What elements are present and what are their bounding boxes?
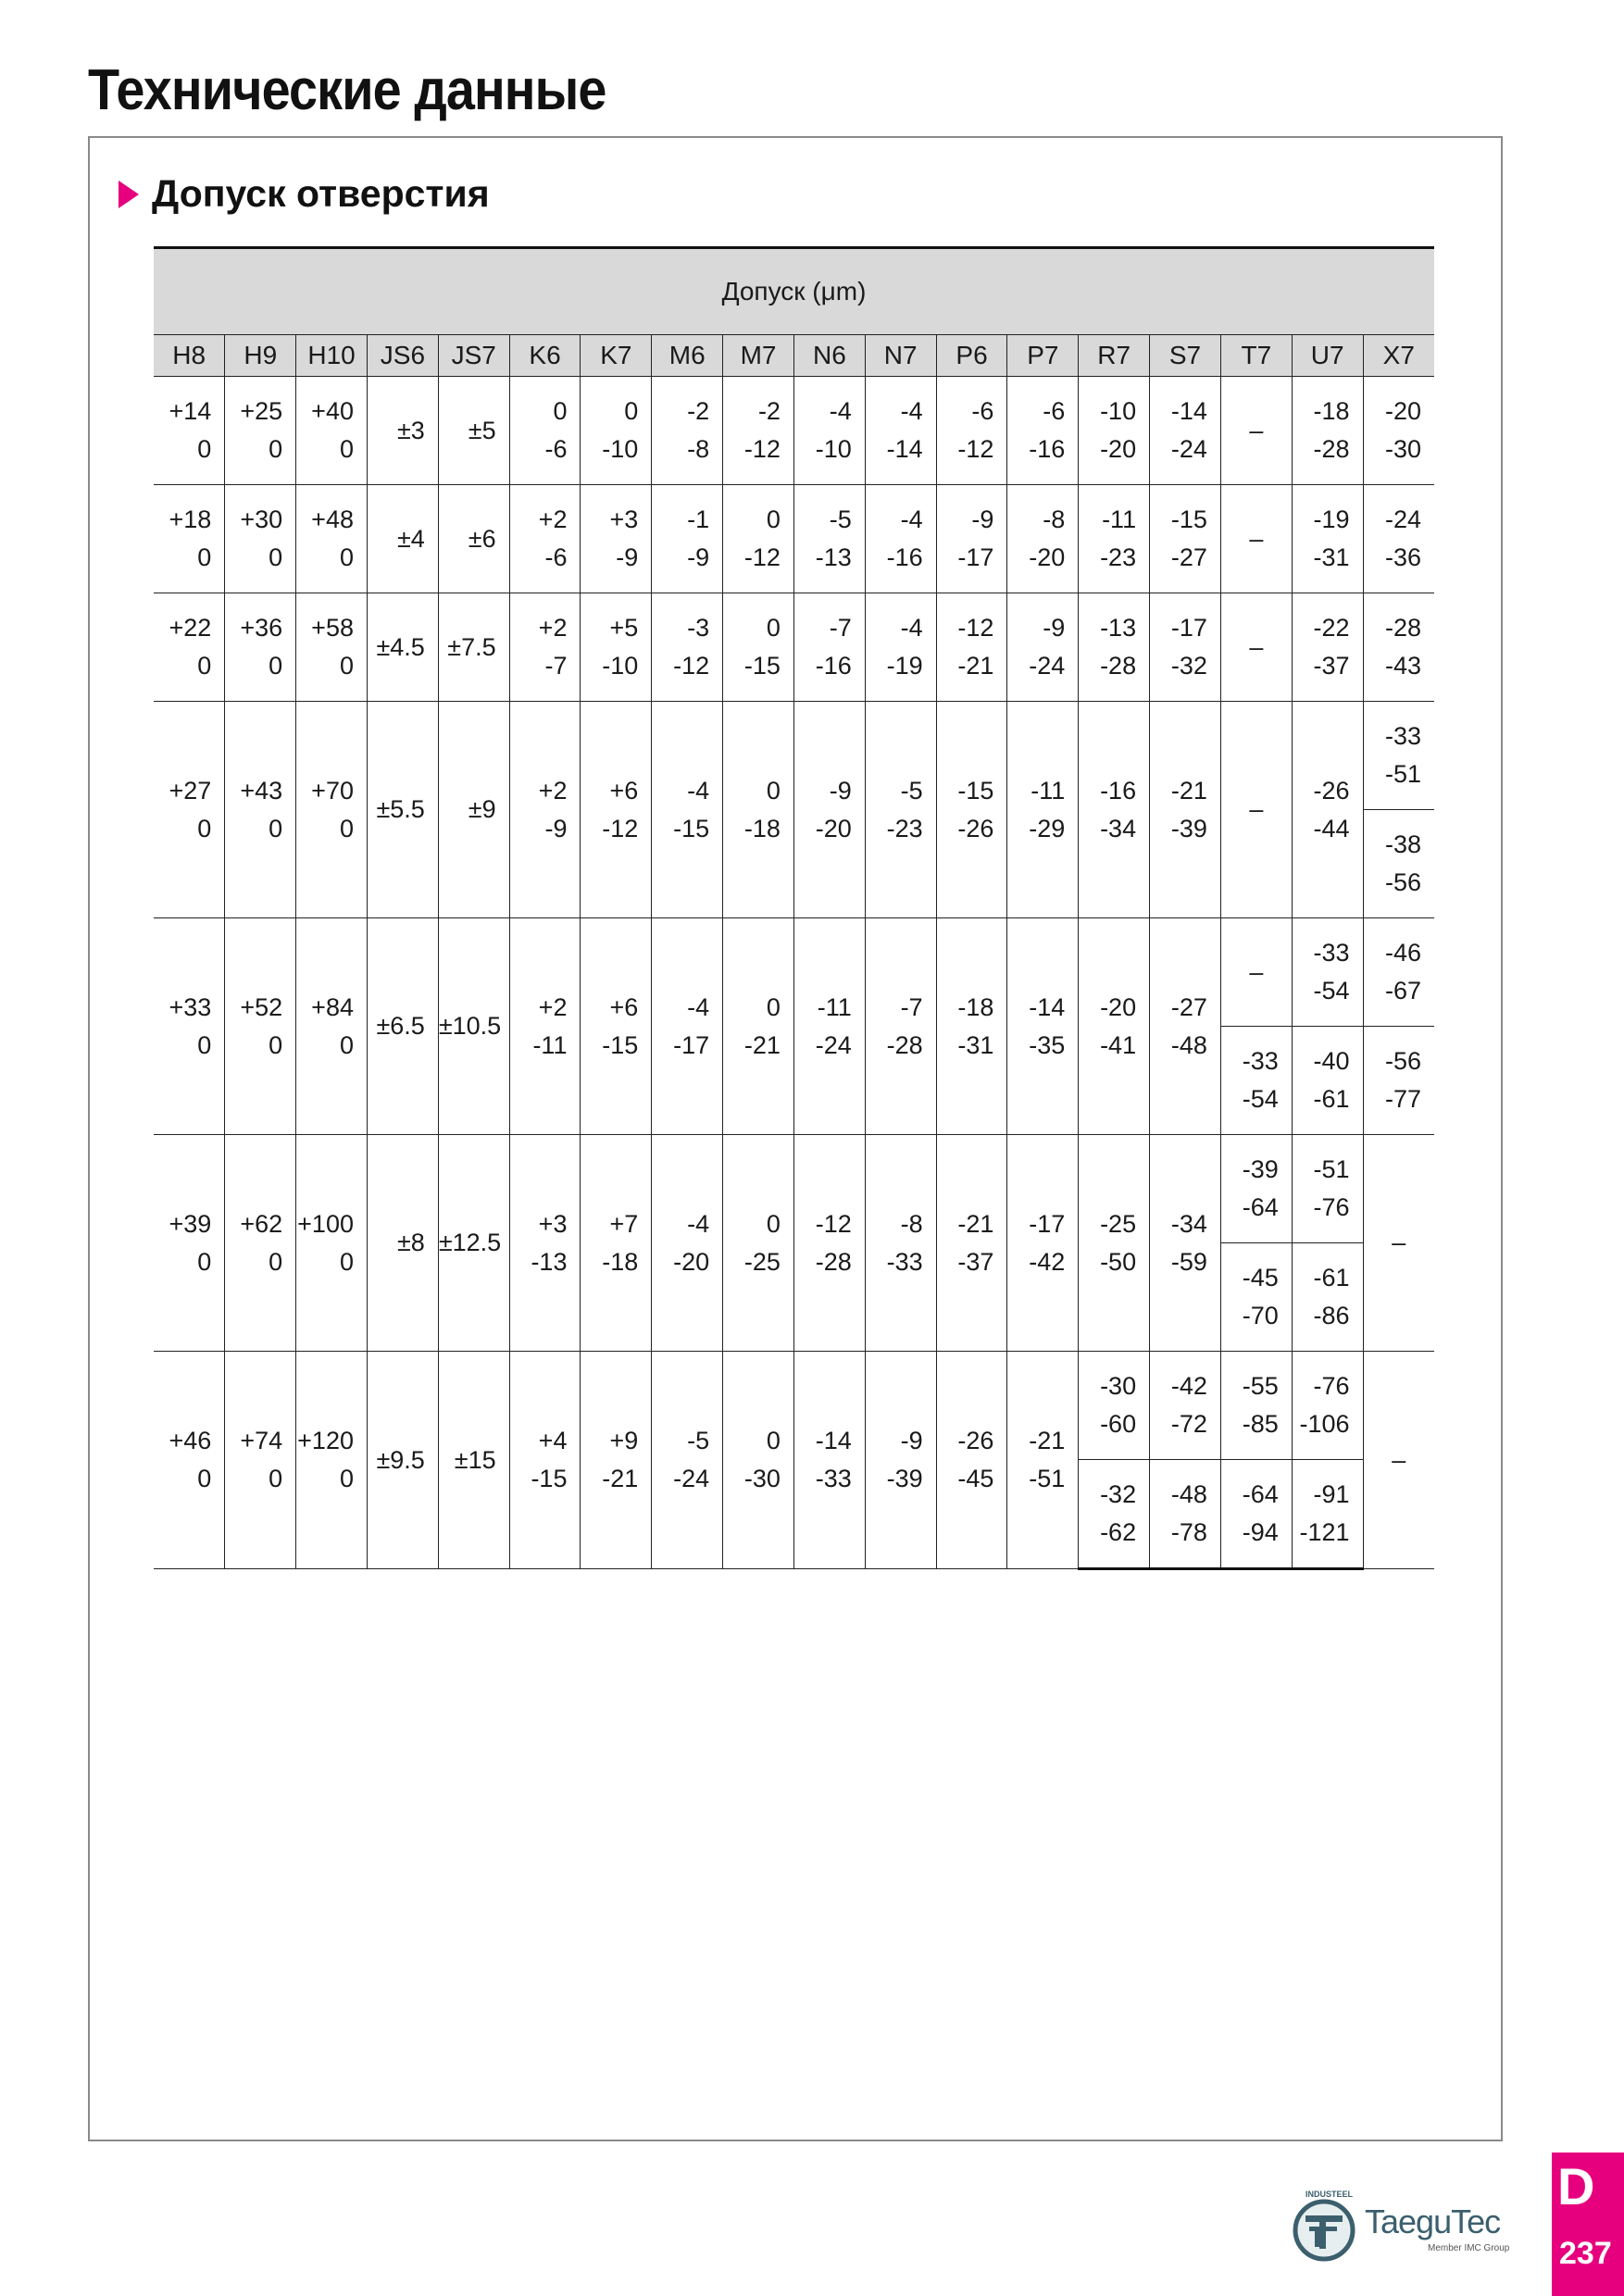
table-cell: +2 -9 xyxy=(509,702,581,918)
column-header-js6: JS6 xyxy=(367,335,438,377)
table-cell: -5 -24 xyxy=(652,1352,723,1569)
table-cell: +6 -12 xyxy=(581,702,652,918)
logo-wordmark: TaeguTec xyxy=(1365,2202,1501,2240)
taegutec-logo xyxy=(1289,2190,1520,2264)
table-cell: -18 -31 xyxy=(936,918,1007,1135)
table-cell: ±6.5 xyxy=(367,918,438,1135)
table-cell: +27 0 xyxy=(154,702,225,918)
table-cell: -21 -39 xyxy=(1150,702,1221,918)
table-cell: +2 -11 xyxy=(509,918,581,1135)
table-cell: +46 0 xyxy=(154,1352,225,1569)
table-cell: – xyxy=(1220,918,1292,1027)
table-row xyxy=(154,918,1434,1027)
table-row xyxy=(154,1352,1434,1460)
table-cell: -38 -56 xyxy=(1363,810,1434,918)
table-cell: -15 -27 xyxy=(1150,485,1221,593)
table-cell: -26 -44 xyxy=(1292,702,1363,918)
table-cell: -14 -35 xyxy=(1007,918,1079,1135)
table-cell: -22 -37 xyxy=(1292,593,1363,702)
logo-top-mark: INDUSTEEL xyxy=(1305,2190,1354,2199)
table-cell: -20 -30 xyxy=(1363,377,1434,485)
table-cell: -8 -20 xyxy=(1007,485,1079,593)
table-cell: -21 -51 xyxy=(1007,1352,1079,1569)
table-cell: +40 0 xyxy=(296,377,368,485)
table-cell: -9 -24 xyxy=(1007,593,1079,702)
table-cell: 0 -15 xyxy=(723,593,794,702)
table-cell: +9 -21 xyxy=(581,1352,652,1569)
table-cell: -48 -78 xyxy=(1150,1460,1221,1569)
table-cell: -6 -12 xyxy=(936,377,1007,485)
table-cell: +36 0 xyxy=(225,593,296,702)
column-header-m7: M7 xyxy=(723,335,794,377)
column-header-s7: S7 xyxy=(1150,335,1221,377)
column-header-h10: H10 xyxy=(296,335,368,377)
table-cell: -32 -62 xyxy=(1079,1460,1150,1569)
table-cell: -33 -54 xyxy=(1292,918,1363,1027)
table-cell: -5 -13 xyxy=(793,485,865,593)
table-cell: -4 -14 xyxy=(865,377,936,485)
table-cell: +62 0 xyxy=(225,1135,296,1352)
table-cell: -64 -94 xyxy=(1220,1460,1292,1569)
triangle-bullet-icon xyxy=(119,181,139,208)
table-cell: +6 -15 xyxy=(581,918,652,1135)
table-cell: 0 -21 xyxy=(723,918,794,1135)
table-cell: -33 -51 xyxy=(1363,702,1434,810)
table-cell: ±6 xyxy=(438,485,509,593)
column-header-t7: T7 xyxy=(1220,335,1292,377)
section-heading xyxy=(119,172,490,216)
page-title: Технические данные xyxy=(88,58,606,122)
table-cell: -61 -86 xyxy=(1292,1243,1363,1352)
table-cell: -27 -48 xyxy=(1150,918,1221,1135)
table-cell: -30 -60 xyxy=(1079,1352,1150,1460)
table-cell: +7 -18 xyxy=(581,1135,652,1352)
table-cell: -4 -20 xyxy=(652,1135,723,1352)
table-cell: -4 -15 xyxy=(652,702,723,918)
table-cell: -11 -29 xyxy=(1007,702,1079,918)
table-cell: +52 0 xyxy=(225,918,296,1135)
table-cell: +120 0 xyxy=(296,1352,368,1569)
page-number: 237 xyxy=(1559,2236,1612,2271)
table-cell: ±9.5 xyxy=(367,1352,438,1569)
table-cell: – xyxy=(1220,377,1292,485)
table-cell: 0 -25 xyxy=(723,1135,794,1352)
table-cell: -20 -41 xyxy=(1079,918,1150,1135)
table-cell: -7 -28 xyxy=(865,918,936,1135)
table-cell: +70 0 xyxy=(296,702,368,918)
table-cell: -45 -70 xyxy=(1220,1243,1292,1352)
table-cell: +43 0 xyxy=(225,702,296,918)
table-cell: – xyxy=(1363,1352,1434,1569)
table-cell: -39 -64 xyxy=(1220,1135,1292,1243)
table-cell: -34 -59 xyxy=(1150,1135,1221,1352)
taegutec-emblem-icon xyxy=(1289,2190,1363,2264)
table-cell: -42 -72 xyxy=(1150,1352,1221,1460)
table-cell: +2 -6 xyxy=(509,485,581,593)
table-cell: +84 0 xyxy=(296,918,368,1135)
table-cell: -46 -67 xyxy=(1363,918,1434,1027)
table-cell: -9 -17 xyxy=(936,485,1007,593)
table-row xyxy=(154,593,1434,702)
column-header-x7: X7 xyxy=(1363,335,1434,377)
table-cell: +25 0 xyxy=(225,377,296,485)
table-cell: -2 -12 xyxy=(723,377,794,485)
table-cell: 0 -12 xyxy=(723,485,794,593)
table-cell: -26 -45 xyxy=(936,1352,1007,1569)
table-cell: ±15 xyxy=(438,1352,509,1569)
section-heading-text: Допуск отверстия xyxy=(152,172,490,215)
table-cell: – xyxy=(1363,1135,1434,1352)
table-cell: -5 -23 xyxy=(865,702,936,918)
table-cell: -16 -34 xyxy=(1079,702,1150,918)
column-header-p7: P7 xyxy=(1007,335,1079,377)
table-cell: -21 -37 xyxy=(936,1135,1007,1352)
column-header-js7: JS7 xyxy=(438,335,509,377)
table-cell: -11 -23 xyxy=(1079,485,1150,593)
table-cell: +2 -7 xyxy=(509,593,581,702)
table-cell: ±7.5 xyxy=(438,593,509,702)
table-cell: -9 -20 xyxy=(793,702,865,918)
table-cell: -9 -39 xyxy=(865,1352,936,1569)
table-cell: -76 -106 xyxy=(1292,1352,1363,1460)
table-banner: Допуск (μm) xyxy=(154,248,1434,335)
table-cell: +48 0 xyxy=(296,485,368,593)
table-cell: -25 -50 xyxy=(1079,1135,1150,1352)
table-cell: 0 -10 xyxy=(581,377,652,485)
table-cell: – xyxy=(1220,485,1292,593)
table-cell: -19 -31 xyxy=(1292,485,1363,593)
table-cell: ±5 xyxy=(438,377,509,485)
section-letter: D xyxy=(1557,2157,1595,2215)
table-cell: ±5.5 xyxy=(367,702,438,918)
table-cell: -12 -28 xyxy=(793,1135,865,1352)
table-cell: -4 -16 xyxy=(865,485,936,593)
table-body xyxy=(154,377,1434,1569)
table-cell: -4 -10 xyxy=(793,377,865,485)
table-cell: ±12.5 xyxy=(438,1135,509,1352)
column-header-n7: N7 xyxy=(865,335,936,377)
page-badge xyxy=(1552,2152,1624,2296)
logo-tagline: Member IMC Group xyxy=(1428,2243,1510,2253)
table-cell: +58 0 xyxy=(296,593,368,702)
column-header-p6: P6 xyxy=(936,335,1007,377)
table-cell: – xyxy=(1220,702,1292,918)
table-cell: 0 -6 xyxy=(509,377,581,485)
table-cell: ±4 xyxy=(367,485,438,593)
table-cell: -14 -33 xyxy=(793,1352,865,1569)
table-cell: 0 -30 xyxy=(723,1352,794,1569)
table-cell: -2 -8 xyxy=(652,377,723,485)
table-cell: ±10.5 xyxy=(438,918,509,1135)
table-cell: +3 -13 xyxy=(509,1135,581,1352)
table-cell: ±3 xyxy=(367,377,438,485)
table-cell: +100 0 xyxy=(296,1135,368,1352)
table-cell: -56 -77 xyxy=(1363,1027,1434,1135)
table-cell: – xyxy=(1220,593,1292,702)
table-cell: ±9 xyxy=(438,702,509,918)
table-cell: ±4.5 xyxy=(367,593,438,702)
table-cell: +30 0 xyxy=(225,485,296,593)
table-row xyxy=(154,702,1434,810)
table-cell: -12 -21 xyxy=(936,593,1007,702)
table-cell: +4 -15 xyxy=(509,1352,581,1569)
table-cell: +18 0 xyxy=(154,485,225,593)
column-header-r7: R7 xyxy=(1079,335,1150,377)
column-header-n6: N6 xyxy=(793,335,865,377)
table-cell: -4 -17 xyxy=(652,918,723,1135)
table-cell: -40 -61 xyxy=(1292,1027,1363,1135)
table-cell: -28 -43 xyxy=(1363,593,1434,702)
table-cell: -51 -76 xyxy=(1292,1135,1363,1243)
table-cell: -17 -32 xyxy=(1150,593,1221,702)
table-cell: +5 -10 xyxy=(581,593,652,702)
column-header-m6: M6 xyxy=(652,335,723,377)
table-cell: +39 0 xyxy=(154,1135,225,1352)
table-cell: -8 -33 xyxy=(865,1135,936,1352)
table-cell: -4 -19 xyxy=(865,593,936,702)
table-cell: -55 -85 xyxy=(1220,1352,1292,1460)
table-cell: +33 0 xyxy=(154,918,225,1135)
table-cell: -91 -121 xyxy=(1292,1460,1363,1569)
table-cell: +14 0 xyxy=(154,377,225,485)
table-cell: -18 -28 xyxy=(1292,377,1363,485)
table-cell: -10 -20 xyxy=(1079,377,1150,485)
table-cell: ±8 xyxy=(367,1135,438,1352)
table-cell: -33 -54 xyxy=(1220,1027,1292,1135)
column-header-h9: H9 xyxy=(225,335,296,377)
table-cell: +74 0 xyxy=(225,1352,296,1569)
table-cell: 0 -18 xyxy=(723,702,794,918)
column-header-k6: K6 xyxy=(509,335,581,377)
table-cell: -17 -42 xyxy=(1007,1135,1079,1352)
table-cell: -13 -28 xyxy=(1079,593,1150,702)
table-cell: -24 -36 xyxy=(1363,485,1434,593)
column-header-row xyxy=(154,335,1434,377)
column-header-h8: H8 xyxy=(154,335,225,377)
table-cell: -6 -16 xyxy=(1007,377,1079,485)
table-cell: +3 -9 xyxy=(581,485,652,593)
table-cell: -7 -16 xyxy=(793,593,865,702)
table-row xyxy=(154,377,1434,485)
table-cell: +22 0 xyxy=(154,593,225,702)
column-header-k7: K7 xyxy=(581,335,652,377)
table-cell: -1 -9 xyxy=(652,485,723,593)
table-row xyxy=(154,485,1434,593)
table-row xyxy=(154,1135,1434,1243)
table-cell: -14 -24 xyxy=(1150,377,1221,485)
hole-tolerance-table xyxy=(154,246,1434,1570)
column-header-u7: U7 xyxy=(1292,335,1363,377)
table-cell: -15 -26 xyxy=(936,702,1007,918)
table-cell: -11 -24 xyxy=(793,918,865,1135)
table-cell: -3 -12 xyxy=(652,593,723,702)
